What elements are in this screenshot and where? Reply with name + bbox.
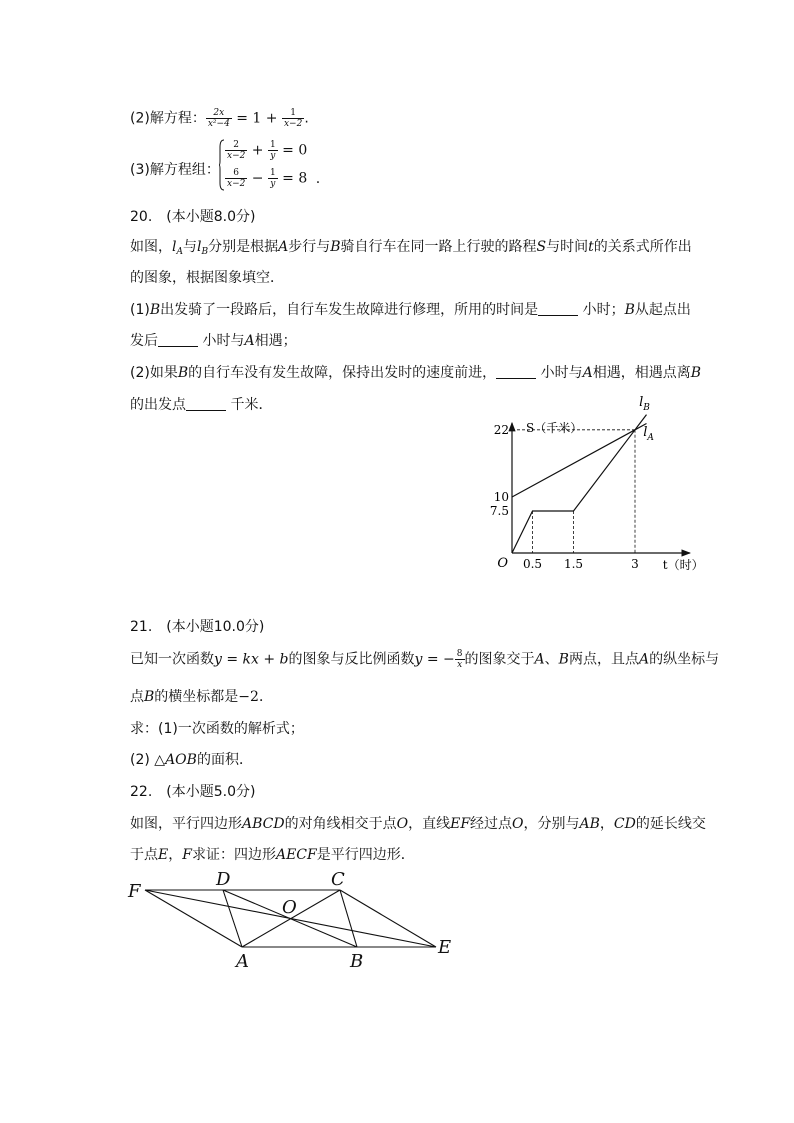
q20-sym: B	[330, 239, 341, 255]
q22-math: O	[396, 816, 409, 832]
q20-text: 与	[182, 239, 197, 255]
q19-row2-frac-b	[268, 168, 278, 189]
q19-row1-frac-b	[268, 140, 278, 161]
q22-math: F	[182, 847, 192, 863]
q22-math: AECF	[275, 847, 317, 863]
q22-math: O	[512, 816, 524, 832]
q20-text: 出发骑了一段路后，自行车发生故障进行修理，所用的时间是	[160, 302, 539, 318]
q20-intro-line2: 的图象，根据图象填空．	[130, 270, 284, 286]
q21-text: ．	[258, 689, 273, 705]
q22-text: ，分别与	[523, 816, 580, 832]
label-b: B	[350, 951, 364, 972]
q21-text: 、	[544, 651, 559, 668]
q21-ask1: 求：(1)一次函数的解析式；	[130, 721, 304, 737]
q21-math: AOB	[165, 752, 197, 768]
q21-ask2	[130, 750, 253, 770]
q20-header: 20. (本小题8.0分)	[130, 209, 256, 225]
q21-text: 的图象与反比例函数	[288, 651, 415, 668]
distance-time-chart	[489, 394, 710, 580]
q19-part2-label: (2)解方程：	[130, 110, 206, 127]
q20-text: 小时与	[198, 333, 245, 349]
q21-math: y = kx + b	[214, 651, 289, 668]
q22-math: E	[158, 847, 169, 863]
q21-text: 的横坐标都是	[154, 689, 239, 705]
x-axis-label: t（时）	[662, 558, 704, 572]
q22-text: ，	[599, 816, 614, 832]
x-tick-label: 0.5	[522, 557, 543, 571]
label-c: C	[331, 869, 345, 890]
q20-text: 的自行车没有发生故障，保持出发时的速度前进，	[188, 365, 497, 381]
q22-math: EF	[450, 816, 471, 832]
q19-part3-row1	[225, 140, 307, 161]
origin-label: O	[497, 556, 508, 571]
q19-row1-op: +	[247, 142, 268, 159]
q21-frac-num: 8	[456, 649, 463, 659]
q21-math: y = −	[414, 651, 455, 668]
q19-row2-frac-b-den: y	[268, 178, 278, 189]
label-f: F	[128, 881, 141, 902]
q21-text: 的图象交于	[464, 651, 535, 668]
q20-sym: S	[536, 239, 547, 255]
label-e: E	[438, 937, 452, 958]
label-a: A	[236, 951, 249, 972]
q21-text: 已知一次函数	[130, 651, 214, 668]
q21-text: 的面积．	[196, 752, 253, 768]
series-label-lA-sub: A	[647, 432, 654, 443]
label-d: D	[216, 869, 231, 890]
q21-text: 的纵坐标与	[649, 651, 720, 668]
q20-sym: B	[624, 302, 635, 318]
q19-row2-frac-a-num: 6	[233, 168, 240, 178]
q19-row2-frac-b-num: 1	[269, 168, 276, 178]
q21-fraction	[455, 649, 465, 670]
q19-row1-frac-a-den: x−2	[227, 151, 246, 161]
q19-part2-lhs-num: 2x	[213, 108, 225, 118]
q22-text: 于点	[130, 847, 158, 863]
q19-row2-eq: = 8	[277, 170, 308, 187]
y-tick-label: 22	[493, 422, 509, 437]
q19-part2	[130, 108, 309, 129]
q19-row2-op: −	[247, 170, 268, 187]
q20-text: 的出发点	[130, 397, 186, 413]
y-tick-label: 10	[493, 490, 509, 504]
q21-frac-den: x	[455, 659, 465, 670]
q20-sym: A	[582, 365, 593, 381]
q22-line2	[130, 845, 415, 865]
answer-blank[interactable]	[538, 301, 578, 316]
q20-sym: A	[244, 333, 255, 349]
q21-header: 21. (本小题10.0分)	[130, 619, 265, 635]
x-tick-label: 3	[631, 557, 639, 571]
q19-row2-frac-a-den: x−2	[227, 179, 246, 189]
q21-math: −2	[238, 689, 259, 705]
y-axis-label: S（千米）	[526, 421, 583, 435]
q20-sym: A	[278, 239, 289, 255]
label-o: O	[282, 897, 297, 918]
q20-text: 如图，	[130, 239, 172, 255]
q20-text: 的关系式所作出	[593, 239, 692, 255]
q20-text: 发后	[130, 333, 158, 349]
q19-row1-frac-a	[225, 140, 247, 161]
q22-text: 如图，平行四边形	[130, 816, 242, 832]
q21-line1	[130, 649, 719, 670]
q22-text: ，直线	[408, 816, 451, 832]
q19-part2-rhs-den: x−2	[283, 119, 303, 129]
q19-part2-end: .	[304, 110, 309, 127]
q20-part2-line2	[130, 395, 272, 415]
q21-text: 点	[130, 689, 144, 705]
answer-blank[interactable]	[158, 332, 198, 347]
q20-part2-line1	[130, 363, 701, 383]
q21-text: 两点，且点	[568, 651, 639, 668]
series-label-lB-sub: B	[643, 402, 650, 413]
q19-part3-label-text: (3)解方程组：	[130, 162, 220, 178]
q20-sym: B	[690, 365, 702, 381]
q20-text: 步行与	[288, 239, 331, 255]
q22-header: 22. (本小题5.0分)	[130, 784, 256, 800]
q20-intro-line1	[130, 237, 692, 262]
q22-line1	[130, 814, 706, 834]
q20-sym-sub: A	[176, 247, 183, 257]
line-fa	[145, 890, 242, 947]
q21-line2	[130, 687, 273, 707]
q19-part2-eq: = 1 +	[231, 110, 282, 127]
q20-sym: t	[588, 239, 594, 255]
q19-part2-lhs-fraction	[206, 108, 232, 129]
q21-text: (2) △	[130, 752, 166, 768]
line-da	[223, 890, 242, 947]
parallelogram-figure	[120, 865, 470, 975]
q20-text: 从起点出	[634, 302, 691, 318]
q20-text: 分别是根据	[208, 239, 279, 255]
series-label-lA: $l_A$	[643, 424, 654, 443]
q19-part2-rhs-num: 1	[290, 108, 296, 118]
q19-part2-rhs-fraction	[282, 108, 304, 129]
q20-text: (1)	[130, 302, 150, 318]
q19-part2-lhs-den: x²−4	[207, 119, 230, 129]
q21-sym: A	[638, 651, 650, 668]
q20-text: 相遇，相遇点离	[592, 365, 691, 381]
q20-text: 小时；	[578, 302, 625, 318]
q20-part1-line2	[130, 331, 297, 351]
q20-text: 小时与	[536, 365, 583, 381]
answer-blank[interactable]	[186, 396, 226, 411]
q20-sym-sub: B	[201, 247, 209, 257]
q19-row1-eq: = 0	[277, 142, 308, 159]
x-tick-label: 1.5	[563, 557, 584, 571]
q19-row1-frac-a-num: 2	[233, 140, 240, 150]
q22-text: 经过点	[470, 816, 513, 832]
q19-part3-end: .	[315, 170, 321, 187]
q22-text: 的对角线相交于点	[284, 816, 397, 832]
q21-sym: A	[534, 651, 545, 668]
q22-text: 的延长线交	[635, 816, 706, 832]
q22-math: CD	[613, 816, 636, 832]
q20-part1-line1	[130, 300, 691, 320]
q19-row1-frac-b-den: y	[268, 150, 278, 161]
y-tick-label: 7.5	[489, 504, 509, 518]
q22-math: AB	[579, 816, 600, 832]
q20-text: (2)如果	[130, 365, 178, 381]
q20-sym-l: l	[172, 239, 177, 255]
q20-text: 骑自行车在同一路上行驶的路程	[340, 239, 537, 255]
q21-sym: B	[558, 651, 569, 668]
q21-sym: B	[144, 689, 155, 705]
q22-math: ABCD	[242, 816, 285, 832]
q22-text: ，	[168, 847, 183, 863]
q19-part3-label	[130, 160, 220, 180]
q19-part3-row2	[225, 168, 320, 189]
q22-text: 求证：四边形	[191, 847, 276, 863]
q20-text: 千米．	[226, 397, 273, 413]
q19-row1-frac-b-num: 1	[269, 140, 276, 150]
q22-text: 是平行四边形．	[316, 847, 415, 863]
answer-blank[interactable]	[496, 364, 536, 379]
q20-sym: B	[177, 365, 189, 381]
q19-row2-frac-a	[225, 168, 247, 189]
q20-sym: B	[149, 302, 161, 318]
series-label-lB: $l_B$	[639, 394, 650, 413]
q20-text: 相遇；	[254, 333, 297, 349]
q20-sym-l: l	[196, 239, 202, 255]
q20-text: 与时间	[546, 239, 589, 255]
